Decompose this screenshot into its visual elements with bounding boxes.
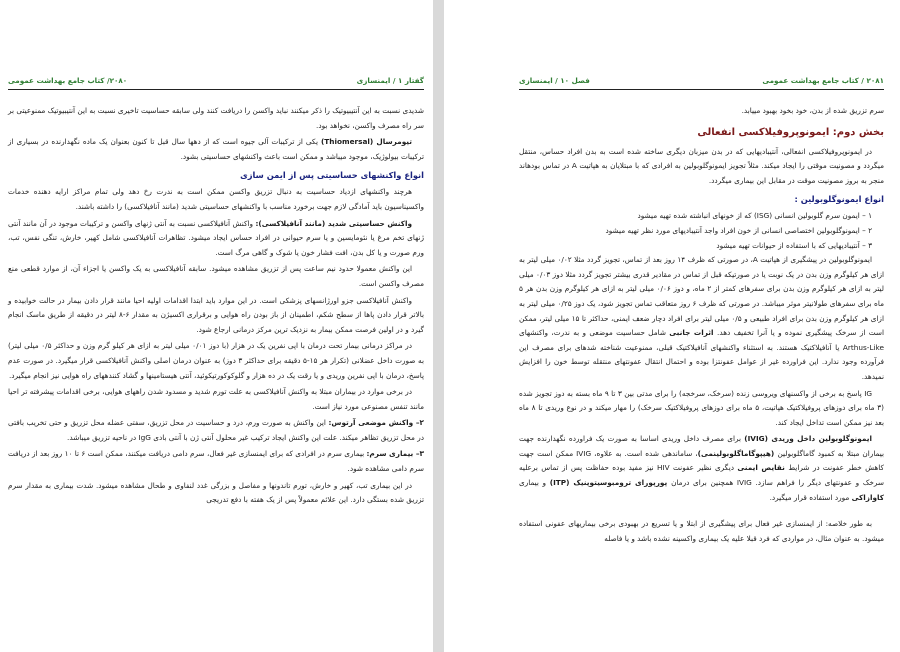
right-paragraph-3 [519, 253, 884, 384]
right-header-chapter: فصل ۱۰ / ایمنسازی [519, 76, 590, 85]
paragraph-spacer [519, 507, 884, 517]
ivig-text-a: برای مصرف داخل وریدی اساسا به صورت یک فراورده نگهدارنده جهت بیماران مبتلا به کمبود گاماگلوبولین [519, 434, 884, 458]
left-paragraph-anaphylaxis [8, 217, 424, 261]
immunoglobulin-types-list [519, 209, 884, 253]
right-section-heading: بخش دوم: ایمونوپروفیلاکسی انفعالی [697, 126, 884, 138]
left-running-header [8, 74, 424, 88]
arthus-text: این واکنش به صورت ورم، درد و حساسیت در محل تزریق، سفتی عضله محل تزریق و حتی تخریب بافتی در محل تزریق تظاهر میکند. علت این واکنش ایجاد ترکیب غیر محلول آنتی ژن با آنتی بادی IgG در ناحیه تزریق میباشد. [8, 418, 424, 442]
kawasaki-term: کاوازاکی [851, 492, 884, 502]
side-effects-text: شامل حساسیت موضعی و به ندرت، واکنشهای Arthus-Like یا آنافیلاکتیک هستند. به استثناء واکنشهای آنافیلاکتیک قبلی، ممنوعیت شناخته شدهای برای مصرف این فرآورده وجود ندارد. این فراورده غیر از عوامل عفونتزا بوده و احتمال انتقال عفونتهای منتقله توسط خون را افزایش نمیدهد. [519, 328, 884, 381]
right-paragraph-summary: به طور خلاصه: از ایمنسازی غیر فعال برای پیشگیری از ابتلا و یا تسریع در بهبودی برخی بیماریهای عفونی استفاده میشود. به عنوان مثال، در مواردی که فرد قبلا علیه یک بیماری واکسینه نشده باشد و یا فاصله [519, 519, 884, 543]
thiomersal-text: یکی از ترکیبات آلی جیوه است که از دهها سال قبل تا کنون بعنوان یک ماده نگهدارنده در بسیاری از ترکیبات بیولوژیک، موجود میباشد و ممکن است باعث واکنشهای حساسیتی بشود. [8, 137, 424, 161]
right-paragraph-ivig [519, 432, 884, 505]
left-page-body [8, 104, 424, 510]
ivig-term: ایمونوگلوبولین داخل وریدی (IVIG) [744, 434, 872, 444]
itp-term: پورپورای ترومبوسیتوپنیک (ITP) [549, 478, 672, 488]
anaphylaxis-term: واکنش حساسیتی شدید (مانند آنافیلاکسی): [255, 218, 412, 228]
arthus-term: ۲– واکنش موضعی آرتوس: [328, 418, 424, 428]
thiomersal-term: تیومرسال (Thiomersal) [320, 137, 412, 147]
immune-deficiency-term: نقایص ایمنی [737, 463, 789, 473]
list-item: ۳ – آنتیبادیهایی که با استفاده از حیوانات تهیه میشود [716, 240, 872, 250]
left-paragraph-thiomersal [8, 135, 424, 164]
side-effects-term: اثرات جانبی [669, 328, 718, 338]
ivig-text-d: و بیماری [519, 478, 550, 488]
serum-sickness-term: ۳– بیماری سرم: [366, 449, 424, 459]
left-paragraph-serum-sickness [8, 447, 424, 476]
left-paragraph-6: واکنش آنافیلاکسی جزو اورژانسهای پزشکی است. در این موارد باید ابتدا اقدامات اولیه احیا مانند قرار دادن بیمار در حالت خوابیده و بالاتر قرار دادن پاها از سطح شکم، اطمینان از باز بودن راه هوایی و برقراری اکسیژن به مقدار ۶-۸ لیتر در دقیقه از طریق ماسک انجام گیرد و در اولین فرصت ممکن بیمار به نزدیک ترین مرکز درمانی ارجاع شود. [8, 295, 424, 334]
hypogammaglobulinemia-term: (هیپوگاماگلوبولینمی) [697, 448, 778, 458]
left-section-heading: انواع واکنشهای حساسیتی پس از ایمن سازی [240, 170, 424, 181]
right-subsection-heading: انواع ایمونوگلوبولین : [794, 194, 884, 205]
list-item: ۲ – ایمونوگلوبولین اختصاصی انسانی از خون افراد واجد آنتیبادیهای مورد نظر تهیه میشود [605, 225, 872, 235]
left-paragraph-8: در برخی موارد در بیماران مبتلا به واکنش آنافیلاکسی به علت تورم شدید و مسدود شدن راههای هوایی، برخی اقدامات پیشرفته تر احیا مانند تنفس مصنوعی مورد نیاز است. [8, 387, 424, 411]
right-running-header [519, 74, 884, 88]
page-gutter [433, 0, 444, 652]
list-item: ۱ – ایمون سرم گلوبولین انسانی (ISG) که از خونهای انباشته شده تهیه میشود [637, 211, 872, 221]
left-paragraph-5: این واکنش معمولا حدود نیم ساعت پس از تزریق مشاهده میشود. سابقه آنافیلاکسی به یک واکسن یا اجزاء آن، از موارد قطعی منع مصرف واکسن است. [8, 264, 424, 288]
left-header-rule [8, 89, 424, 90]
ivig-text-c: دیگری نظیر عفونت HIV نیز مفید بوده حفاظت پس از تماس برعلیه سرخک و عفونتهای دیگر را فراهم سازد. IVIG همچنین برای درمان [519, 463, 884, 488]
right-paragraph-2: در ایمونوپروفیلاکسی انفعالی، آنتیبادیهایی که در بدن میزبان دیگری ساخته شده است به بدن افراد حساس، منتقل میگردد و مصونیت موقتی را ایجاد میکند. مثلاً تجویز ایمونوگلوبولین به افرادی که با مبتلایان به هپاتیت A در تماس بودهاند منجر به بروز مصونیت موقت در مقابل این بیماری میگردد. [519, 146, 884, 185]
ivig-text-e: مورد استفاده قرار میگیرد. [769, 492, 852, 502]
left-paragraph-arthus [8, 416, 424, 445]
left-paragraph-1: شدیدی نسبت به این آنتیبیوتیک را ذکر میکنند نباید واکسن را دریافت کنند ولی سابقه حساسیت تاخیری نسبت به این آنتیبیوتیک ممنوعیتی بر سر راه مصرف واکسن، نخواهد بود. [8, 106, 424, 130]
left-paragraph-3: هرچند واکنشهای ازدیاد حساسیت به دنبال تزریق واکسن ممکن است به ندرت رخ دهد ولی تمام مراکز ارایه دهنده خدمات واکسیناسیون باید آمادگی لازم جهت برخورد مناسب با واکنشهای حساسیتی شدید (مانند آنافیلاکسی) را داشته باشند. [8, 187, 424, 211]
right-page [444, 0, 900, 652]
right-page-body [519, 104, 884, 548]
right-header-rule [519, 89, 884, 90]
right-paragraph-1: سرم تزریق شده از بدن، خود بخود بهبود مییابد. [741, 106, 884, 115]
hepatitis-dosage-text: ایمونوگلوبولین در پیشگیری از هپاتیت A، در صورتی که ظرف ۱۴ روز بعد از تماس، تجویز گردد مثلا ۰/۰۲ میلی لیتر به ازای هر کیلوگرم وزن بدن در یک نوبت یا در صورتیکه قبل از تماس در مقادیر قدری بیشتر تجویز گردد مثلا دوز ۰/۰۳ میلی لیتر به ازای هر کیلوگرم وزن بدن برای سفرهای کمتر از ۲ ماه، و دوز ۰/۰۶ میلی لیتر به ازای هر کیلوگرم وزن بدن هر ۵ ماه برای سفرهای طولانیتر موثر میباشد. در صورتی که ظرف ۶ روز متعاقب تماس تجویز شود، یک دوز ۰/۲۵ میلی لیتر به ازای هر کیلوگرم وزن بدن برای افراد طبیعی و ۰/۵ میلی لیتر برای افراد دچار ضعف ایمنی، حداکثر تا ۱۵ میلی لیتر، ممکن است از سرخک پیشگیری نموده و یا آنرا تخفیف دهد. [519, 255, 885, 338]
right-header-page-number: ۲۰۸۱ / کتاب جامع بهداشت عمومی [762, 76, 884, 85]
serum-sickness-text: بیماری سرم در افرادی که برای ایمنسازی غیر فعال، سرم دامی دریافت میکنند، ممکن است ۶ تا ۱۰ روز بعد از دریافت سرم دامی مشاهده شود. [8, 449, 424, 474]
right-paragraph-4: IG پاسخ به برخی از واکسنهای ویروسی زنده (سرخک، سرخجه) را برای مدتی بین ۳ تا ۹ ماه بسته به دوز تجویز شده (۳ ماه برای دوزهای پروفیلاکتیک هپاتیت، ۵ ماه برای دوزهای پروفیلاکتیک سرخک) را مهار میکند و در نوع وریدی تا ۸ ماه بعد نیز ممکن است تداخل ایجاد کند. [519, 388, 885, 427]
left-header-page-number: ۲۰۸۰/ کتاب جامع بهداشت عمومی [8, 76, 128, 85]
ivig-text-b: ، ساماندهی شده است. به علاوه، IVIG ممکن است جهت کاهش خطر عفونت در شرایط [519, 448, 884, 473]
left-page [0, 0, 433, 652]
left-paragraph-7: در مراکز درمانی بیمار تحت درمان با اپی نفرین یک در هزار (با دوز ۰/۰۱ میلی لیتر به ازای هر کیلو گرم وزن و حداکثر ۰/۵ میلی لیتر) به صورت داخل عضلانی (تکرار هر ۱۵-۵ دقیقه برای حداکثر ۳ دوز) به عنوان درمان اصلی واکنش آنافیلاکسی قرار میگیرد. در صورت عدم پاسخ، درمان با اپی نفرین وریدی و یا رقت یک در ده هزار و گلوکوکورتیکوئید، آنتی هیستامینها و گشاد کنندههای راه هوایی نیز انجام میگیرد. [8, 341, 424, 380]
anaphylaxis-text: واکنش آنافیلاکسی نسبت به آنتی ژنهای واکسن و ترکیبات موجود در آن مانند آنتی ژنهای تخم مرغ یا نئومایسین و یا سرم حیوانی در افراد حساس ایجاد میشود. تظاهرات آنافیلاکسی شامل کهیر، خارش، تنگی نفس، تب، ورم صورت و یا کل بدن، افت فشار خون یا شوک و گاهی مرگ است. [8, 218, 424, 257]
left-header-chapter: گفتار ۱ / ایمنسازی [356, 76, 424, 85]
left-paragraph-11: در این بیماری تب، کهیر و خارش، تورم تاندونها و مفاصل و بزرگی غدد لنفاوی و طحال مشاهده میشود. شدت بیماری به مقدار سرم تزریق شده بستگی دارد. این علائم معمولاً پس از یک هفته با دفع تدریجی [8, 480, 424, 505]
